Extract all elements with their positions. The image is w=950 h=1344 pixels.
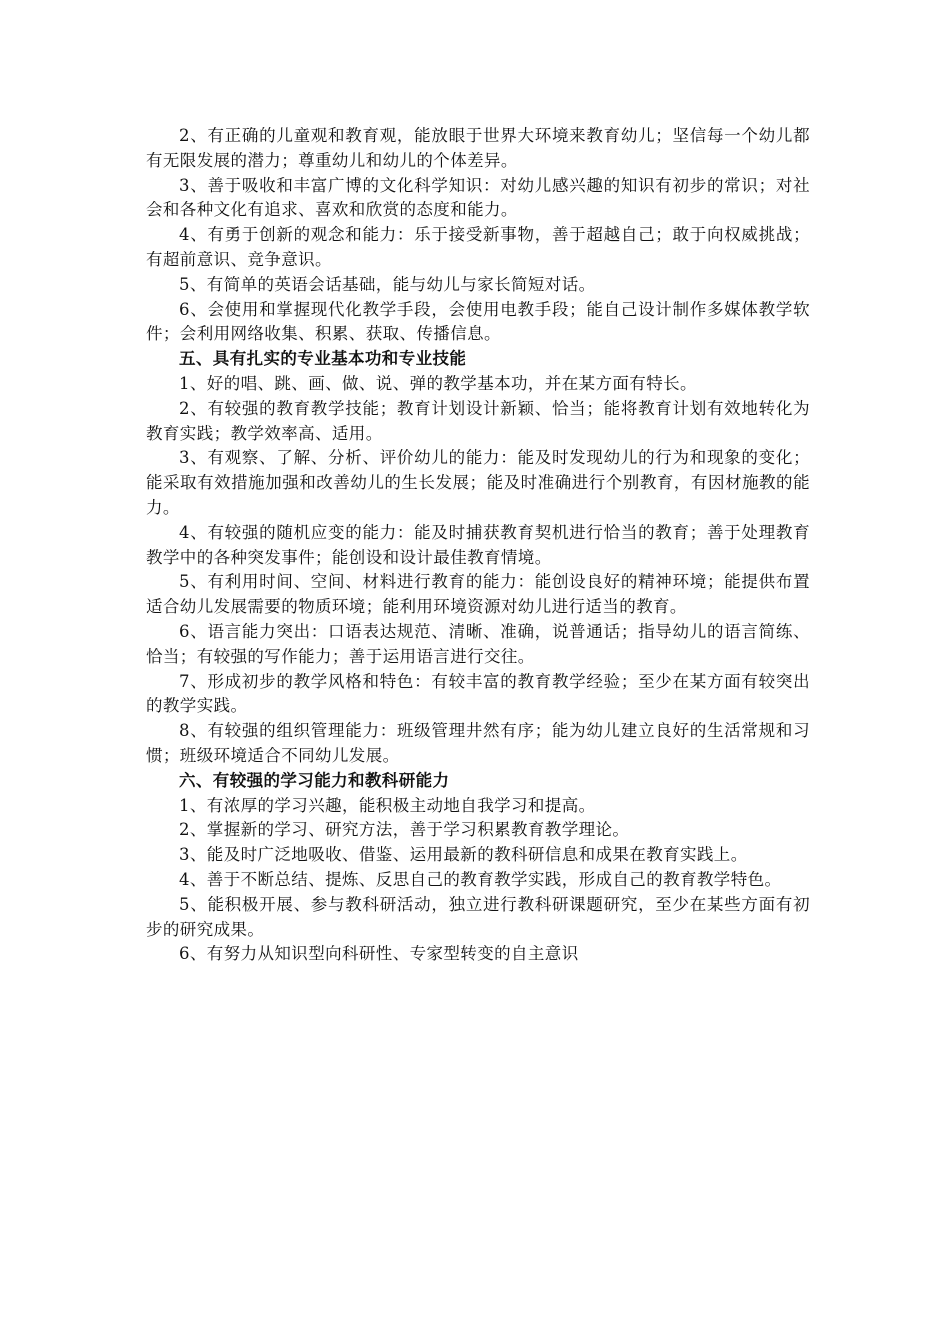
- section-heading: 五、具有扎实的专业基本功和专业技能: [179, 349, 467, 369]
- paragraph: 4、善于不断总结、提炼、反思自己的教育教学实践，形成自己的教育教学特色。: [179, 869, 782, 889]
- section-heading: 六、有较强的学习能力和教科研能力: [179, 770, 450, 790]
- paragraph: 2、掌握新的学习、研究方法，善于学习积累教育教学理论。: [179, 820, 630, 840]
- paragraph: 5、能积极开展、参与教科研活动，独立进行教科研课题研究，至少在某些方面有初步的研究成果。: [146, 894, 810, 939]
- paragraph: 2、有正确的儿童观和教育观，能放眼于世界大环境来教育幼儿；坚信每一个幼儿都有无限发展的潜力；尊重幼儿和幼儿的个体差异。: [146, 126, 810, 170]
- paragraph: 3、善于吸收和丰富广博的文化科学知识：对幼儿感兴趣的知识有初步的常识；对社会和各种文化有追求、喜欢和欣赏的态度和能力。: [146, 175, 810, 220]
- document-page: [146, 124, 810, 967]
- paragraph: 5、有简单的英语会话基础，能与幼儿与家长简短对话。: [179, 274, 596, 294]
- paragraph: 4、有较强的随机应变的能力：能及时捕获教育契机进行恰当的教育；善于处理教育教学中的各种突发事件；能创设和设计最佳教育情境。: [146, 522, 810, 567]
- paragraph: 6、会使用和掌握现代化教学手段，会使用电教手段；能自己设计制作多媒体教学软件；会利用网络收集、积累、获取、传播信息。: [146, 299, 810, 344]
- paragraph: 5、有利用时间、空间、材料进行教育的能力：能创设良好的精神环境；能提供布置适合幼儿发展需要的物质环境；能利用环境资源对幼儿进行适当的教育。: [146, 572, 810, 617]
- paragraph: 3、有观察、了解、分析、评价幼儿的能力：能及时发现幼儿的行为和现象的变化；能采取有效措施加强和改善幼儿的生长发展；能及时准确进行个别教育，有因材施教的能力。: [146, 448, 810, 517]
- paragraph: 6、有努力从知识型向科研性、专家型转变的自主意识: [179, 944, 579, 964]
- paragraph: 4、有勇于创新的观念和能力：乐于接受新事物，善于超越自己；敢于向权威挑战；有超前意识、竞争意识。: [146, 225, 810, 269]
- paragraph: 1、有浓厚的学习兴趣，能积极主动地自我学习和提高。: [179, 795, 596, 815]
- paragraph: 7、形成初步的教学风格和特色：有较丰富的教育教学经验；至少在某方面有较突出的教学实践。: [146, 671, 810, 716]
- paragraph: 1、好的唱、跳、画、做、说、弹的教学基本功，并在某方面有特长。: [179, 373, 697, 393]
- paragraph: 6、语言能力突出：口语表达规范、清晰、准确，说普通话；指导幼儿的语言简练、恰当；有较强的写作能力；善于运用语言进行交往。: [146, 621, 810, 666]
- paragraph: 2、有较强的教育教学技能；教育计划设计新颖、恰当；能将教育计划有效地转化为教育实践；教学效率高、适用。: [146, 398, 810, 443]
- paragraph: 8、有较强的组织管理能力：班级管理井然有序；能为幼儿建立良好的生活常规和习惯；班级环境适合不同幼儿发展。: [146, 721, 810, 765]
- paragraph: 3、能及时广泛地吸收、借鉴、运用最新的教科研信息和成果在教育实践上。: [179, 845, 748, 865]
